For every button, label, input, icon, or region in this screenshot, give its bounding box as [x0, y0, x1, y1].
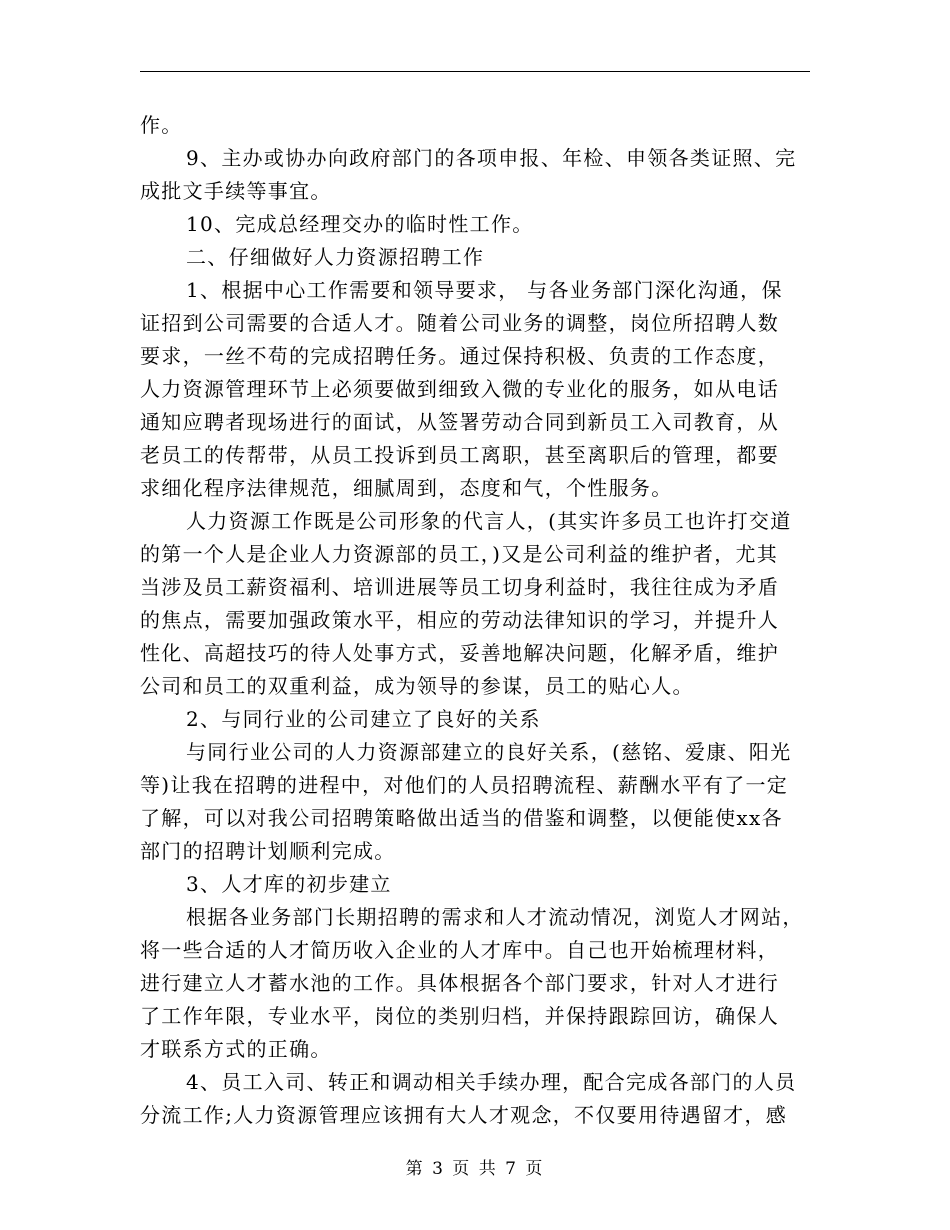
text-line: 公司和员工的双重利益，成为领导的参谋，员工的贴心人。 — [140, 674, 694, 698]
text-line: 的焦点，需要加强政策水平，相应的劳动法律知识的学习，并提升人 — [140, 608, 779, 632]
text-line: 性化、高超技巧的待人处事方式，妥善地解决问题，化解矛盾，维护 — [140, 641, 779, 665]
text-line: 根据各业务部门长期招聘的需求和人才流动情况，浏览人才网站， — [186, 905, 804, 929]
text-line: 人力资源工作既是公司形象的代言人，(其实许多员工也许打交道 — [186, 509, 792, 533]
text-line: 部门的招聘计划顺利完成。 — [140, 839, 396, 863]
text-line: 将一些合适的人才简历收入企业的人才库中。自己也开始梳理材料， — [140, 938, 779, 962]
text-line: 4、员工入司、转正和调动相关手续办理，配合完成各部门的人员 — [186, 1070, 797, 1094]
text-line: 9、主办或协办向政府部门的各项申报、年检、申领各类证照、完 — [186, 146, 797, 170]
text-line: 求细化程序法律规范，细腻周到，态度和气，个性服务。 — [140, 476, 673, 500]
text-line: 才联系方式的正确。 — [140, 1037, 332, 1061]
text-line: 10、完成总经理交办的临时性工作。 — [186, 212, 534, 236]
text-line: 分流工作;人力资源管理应该拥有大人才观念，不仅要用待遇留才，感 — [140, 1103, 788, 1127]
text-line: 的第一个人是企业人力资源部的员工，)又是公司利益的维护者，尤其 — [140, 542, 779, 566]
text-line: 1、根据中心工作需要和领导要求， 与各业务部门深化沟通，保 — [186, 278, 783, 302]
text-line: 等)让我在招聘的进程中，对他们的人员招聘流程、薪酬水平有了一定 — [140, 773, 789, 797]
text-line: 当涉及员工薪资福利、培训进展等员工切身利益时，我往往成为矛盾 — [140, 575, 779, 599]
text-line: 3、人才库的初步建立 — [186, 872, 392, 896]
body-text — [140, 109, 810, 1132]
text-line: 通知应聘者现场进行的面试，从签署劳动合同到新员工入司教育，从 — [140, 410, 779, 434]
text-line: 成批文手续等事宜。 — [140, 179, 332, 203]
text-line: 证招到公司需要的合适人才。随着公司业务的调整，岗位所招聘人数 — [140, 311, 779, 335]
text-line: 人力资源管理环节上必须要做到细致入微的专业化的服务，如从电话 — [140, 377, 779, 401]
text-line: 与同行业公司的人力资源部建立的良好关系，(慈铭、爱康、阳光 — [186, 740, 792, 764]
text-line: 进行建立人才蓄水池的工作。具体根据各个部门要求，针对人才进行 — [140, 971, 779, 995]
text-line: 作。 — [140, 113, 183, 137]
header-rule — [140, 71, 810, 72]
page-footer: 第 3 页 共 7 页 — [405, 1159, 545, 1179]
text-line: 老员工的传帮带，从员工投诉到员工离职，甚至离职后的管理，都要 — [140, 443, 779, 467]
text-line: 2、与同行业的公司建立了良好的关系 — [186, 707, 541, 731]
text-line: 了工作年限，专业水平，岗位的类别归档，并保持跟踪回访，确保人 — [140, 1004, 779, 1028]
text-line: 了解，可以对我公司招聘策略做出适当的借鉴和调整，以便能使xx各 — [140, 806, 783, 830]
text-line: 要求，一丝不苟的完成招聘任务。通过保持积极、负责的工作态度， — [140, 344, 779, 368]
text-line: 二、仔细做好人力资源招聘工作 — [186, 245, 485, 269]
